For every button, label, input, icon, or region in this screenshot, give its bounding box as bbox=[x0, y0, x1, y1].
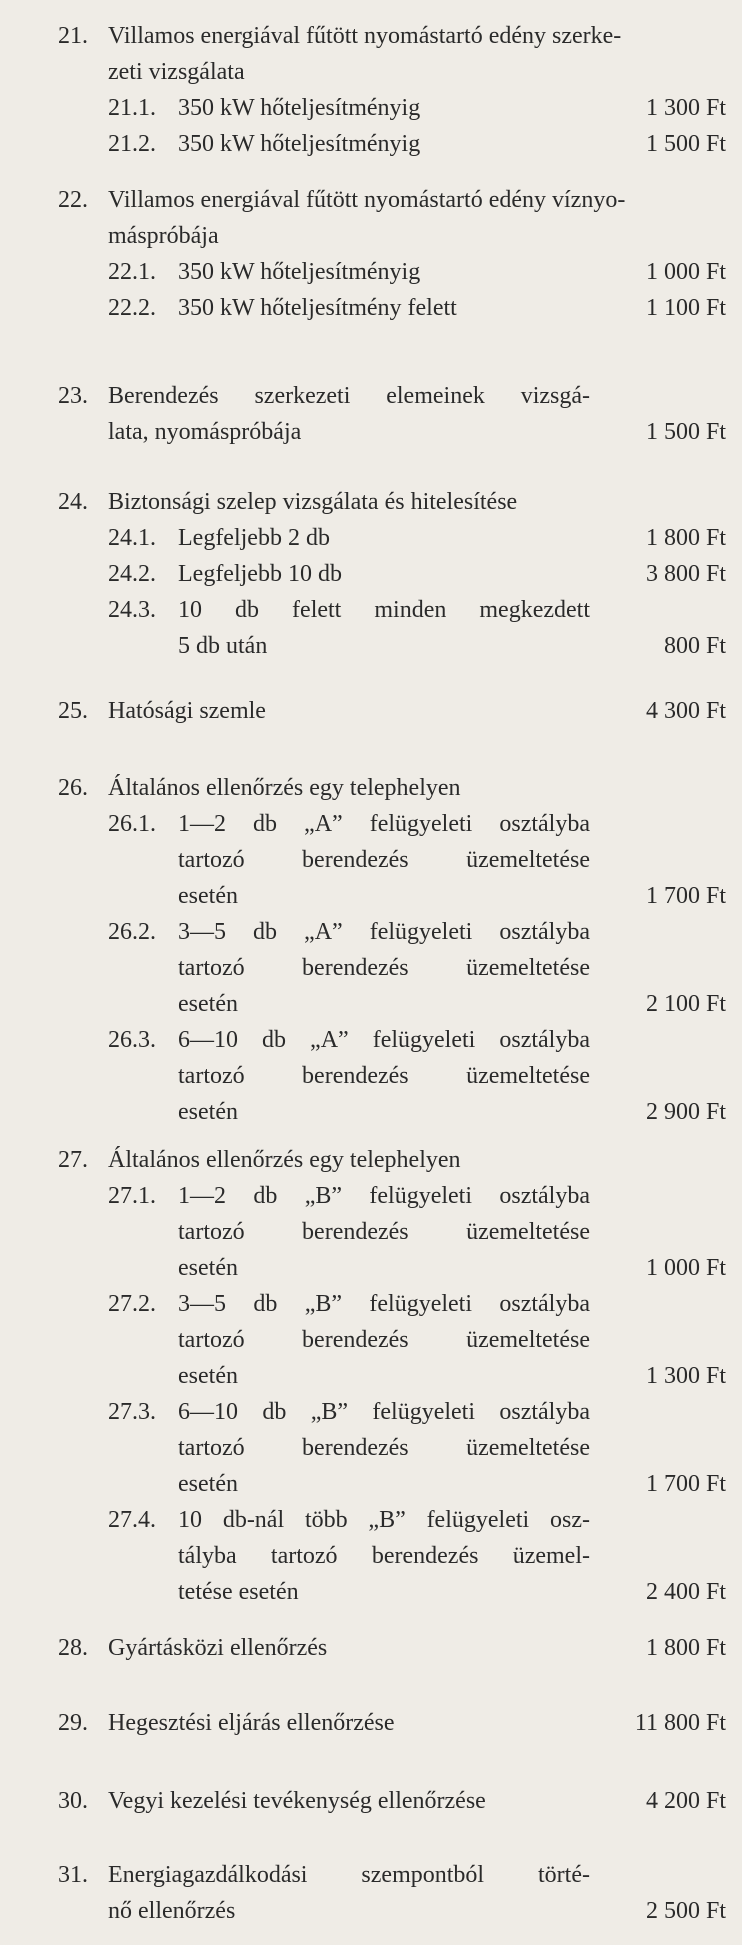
subitem-title: esetén bbox=[178, 883, 238, 909]
subitem-number: 27.4. bbox=[108, 1507, 156, 1533]
subitem-title: tályba tartozó berendezés üzemel- bbox=[178, 1543, 590, 1569]
subitem-title: 350 kW hőteljesítmény felett bbox=[178, 295, 457, 321]
subitem-title: tartozó berendezés üzemeltetése bbox=[178, 1327, 590, 1353]
item-number: 25. bbox=[58, 698, 88, 724]
subitem-title: 6—10 db „B” felügyeleti osztályba bbox=[178, 1399, 590, 1425]
item-price: 11 800 Ft bbox=[634, 1710, 726, 1736]
item-price: 1 800 Ft bbox=[645, 1635, 726, 1661]
subitem-title: Legfeljebb 2 db bbox=[178, 525, 330, 551]
subitem-price: 1 300 Ft bbox=[645, 95, 726, 121]
subitem-number: 22.1. bbox=[108, 259, 156, 285]
subitem-price: 1 100 Ft bbox=[645, 295, 726, 321]
item-title: Hegesztési eljárás ellenőrzése bbox=[108, 1710, 395, 1736]
subitem-title: tartozó berendezés üzemeltetése bbox=[178, 1063, 590, 1089]
subitem-title: tartozó berendezés üzemeltetése bbox=[178, 847, 590, 873]
item-number: 21. bbox=[58, 23, 88, 49]
subitem-price: 1 500 Ft bbox=[645, 131, 726, 157]
subitem-title: 10 db-nál több „B” felügyeleti osz- bbox=[178, 1507, 590, 1533]
item-number: 24. bbox=[58, 489, 88, 515]
subitem-title: tartozó berendezés üzemeltetése bbox=[178, 955, 590, 981]
item-title: Villamos energiával fűtött nyomástartó edény víznyo- bbox=[108, 187, 626, 213]
subitem-number: 26.2. bbox=[108, 919, 156, 945]
subitem-number: 21.1. bbox=[108, 95, 156, 121]
item-price: 2 500 Ft bbox=[645, 1898, 726, 1924]
item-price: 4 200 Ft bbox=[645, 1788, 726, 1814]
item-title: Biztonsági szelep vizsgálata és hitelesítése bbox=[108, 489, 518, 515]
subitem-price: 2 100 Ft bbox=[645, 991, 726, 1017]
subitem-price: 800 Ft bbox=[663, 633, 726, 659]
item-number: 27. bbox=[58, 1147, 88, 1173]
subitem-number: 26.1. bbox=[108, 811, 156, 837]
subitem-price: 1 000 Ft bbox=[645, 1255, 726, 1281]
item-price: 1 500 Ft bbox=[645, 419, 726, 445]
item-title: Vegyi kezelési tevékenység ellenőrzése bbox=[108, 1788, 486, 1814]
subitem-title: 350 kW hőteljesítményig bbox=[178, 259, 421, 285]
item-title: Gyártásközi ellenőrzés bbox=[108, 1635, 328, 1661]
subitem-number: 27.1. bbox=[108, 1183, 156, 1209]
subitem-title: 3—5 db „B” felügyeleti osztályba bbox=[178, 1291, 590, 1317]
item-number: 26. bbox=[58, 775, 88, 801]
subitem-title: tartozó berendezés üzemeltetése bbox=[178, 1435, 590, 1461]
subitem-title: esetén bbox=[178, 1255, 238, 1281]
subitem-number: 24.1. bbox=[108, 525, 156, 551]
subitem-number: 27.3. bbox=[108, 1399, 156, 1425]
subitem-number: 24.3. bbox=[108, 597, 156, 623]
subitem-title: esetén bbox=[178, 1471, 238, 1497]
subitem-price: 1 800 Ft bbox=[645, 525, 726, 551]
subitem-number: 24.2. bbox=[108, 561, 156, 587]
item-title: Berendezés szerkezeti elemeinek vizsgá- bbox=[108, 383, 590, 409]
subitem-title: 1—2 db „B” felügyeleti osztályba bbox=[178, 1183, 590, 1209]
subitem-number: 22.2. bbox=[108, 295, 156, 321]
subitem-title: Legfeljebb 10 db bbox=[178, 561, 342, 587]
subitem-title: esetén bbox=[178, 1099, 238, 1125]
item-price: 4 300 Ft bbox=[645, 698, 726, 724]
subitem-number: 26.3. bbox=[108, 1027, 156, 1053]
subitem-title: esetén bbox=[178, 1363, 238, 1389]
item-title: zeti vizsgálata bbox=[108, 59, 245, 85]
subitem-number: 21.2. bbox=[108, 131, 156, 157]
subitem-title: tartozó berendezés üzemeltetése bbox=[178, 1219, 590, 1245]
subitem-title: 1—2 db „A” felügyeleti osztályba bbox=[178, 811, 590, 837]
item-title: máspróbája bbox=[108, 223, 219, 249]
item-number: 29. bbox=[58, 1710, 88, 1736]
subitem-title: esetén bbox=[178, 991, 238, 1017]
item-title: Általános ellenőrzés egy telephelyen bbox=[108, 775, 461, 801]
subitem-number: 27.2. bbox=[108, 1291, 156, 1317]
item-number: 30. bbox=[58, 1788, 88, 1814]
item-title: Energiagazdálkodási szempontból törté- bbox=[108, 1862, 590, 1888]
subitem-price: 3 800 Ft bbox=[645, 561, 726, 587]
item-title: nő ellenőrzés bbox=[108, 1898, 236, 1924]
subitem-title: 10 db felett minden megkezdett bbox=[178, 597, 590, 623]
item-title: Villamos energiával fűtött nyomástartó edény szerke- bbox=[108, 23, 622, 49]
item-title: Hatósági szemle bbox=[108, 698, 266, 724]
item-number: 28. bbox=[58, 1635, 88, 1661]
subitem-price: 1 700 Ft bbox=[645, 883, 726, 909]
subitem-title: tetése esetén bbox=[178, 1579, 299, 1605]
subitem-title: 350 kW hőteljesítményig bbox=[178, 131, 421, 157]
item-title: lata, nyomáspróbája bbox=[108, 419, 302, 445]
subitem-title: 6—10 db „A” felügyeleti osztályba bbox=[178, 1027, 590, 1053]
subitem-price: 1 700 Ft bbox=[645, 1471, 726, 1497]
subitem-price: 1 000 Ft bbox=[645, 259, 726, 285]
item-title: Általános ellenőrzés egy telephelyen bbox=[108, 1147, 461, 1173]
subitem-price: 2 900 Ft bbox=[645, 1099, 726, 1125]
subitem-title: 3—5 db „A” felügyeleti osztályba bbox=[178, 919, 590, 945]
item-number: 22. bbox=[58, 187, 88, 213]
subitem-title: 350 kW hőteljesítményig bbox=[178, 95, 421, 121]
subitem-price: 1 300 Ft bbox=[645, 1363, 726, 1389]
item-number: 23. bbox=[58, 383, 88, 409]
subitem-title: 5 db után bbox=[178, 633, 268, 659]
subitem-price: 2 400 Ft bbox=[645, 1579, 726, 1605]
item-number: 31. bbox=[58, 1862, 88, 1888]
